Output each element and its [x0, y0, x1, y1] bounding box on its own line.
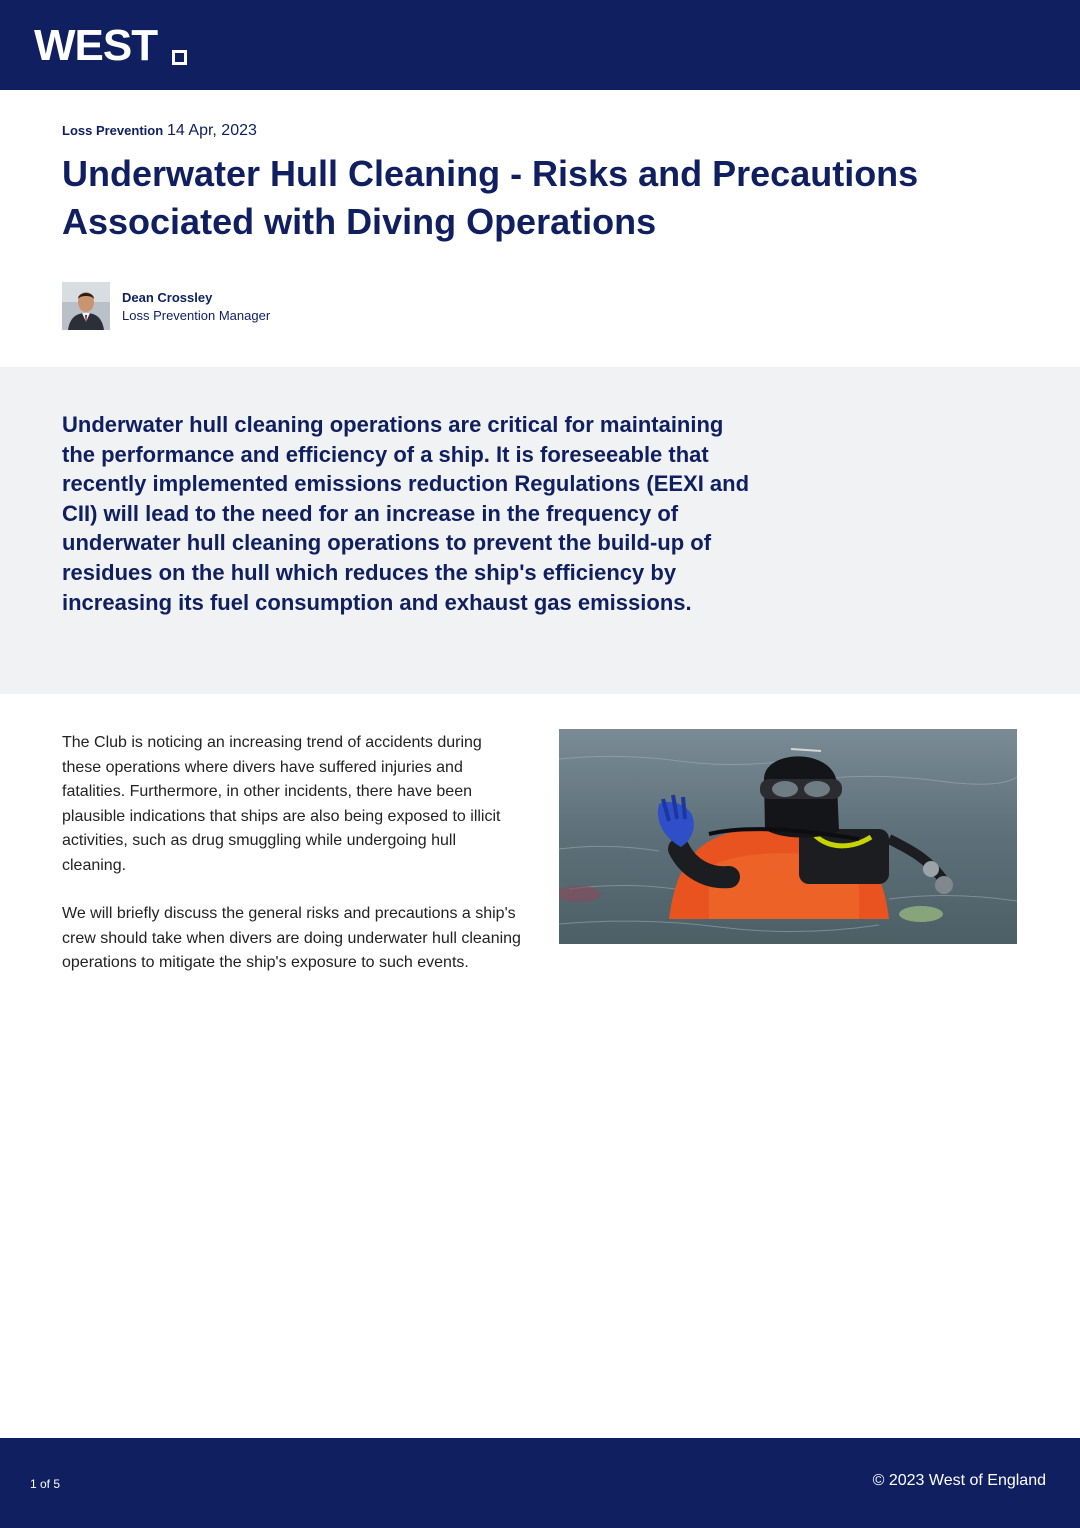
- publish-date: 14 Apr, 2023: [167, 122, 257, 139]
- author-name: Dean Crossley: [122, 290, 213, 305]
- article-meta: [62, 122, 257, 140]
- article-title: Underwater Hull Cleaning - Risks and Precautions Associated with Diving Operations: [62, 153, 919, 242]
- body-paragraph: The Club is noticing an increasing trend of accidents during these operations where divers have suffered injuries and fatalities. Furthermore, in other incidents, there have been plausible indications that ships are also being exposed to illicit activities, such as drug smuggling while undergoing hull cleaning.: [62, 734, 501, 874]
- page-header: [0, 0, 1080, 90]
- lead-paragraph: Underwater hull cleaning operations are critical for maintaining the performance and efficiency of a ship. It is foreseeable that recently implemented emissions reduction Regulations (EEXI and CII) will lead to the need for an increase in the frequency of underwater hull cleaning operations to prevent the build-up of residues on the hull which reduces the ship's efficiency by increasing its fuel consumption and exhaust gas emissions.: [62, 412, 750, 615]
- author-avatar: [62, 282, 110, 330]
- west-logo[interactable]: WEST: [34, 21, 158, 70]
- category-tag[interactable]: Loss Prevention: [62, 123, 164, 138]
- body-text: [62, 731, 522, 1000]
- body-paragraph: We will briefly discuss the general risks and precautions a ship's crew should take when divers are doing underwater hull cleaning operations to mitigate the ship's exposure to such events.: [62, 905, 521, 971]
- logo-square-mark: [172, 50, 187, 65]
- page-number: 1 of 5: [30, 1477, 61, 1491]
- author-role: Loss Prevention Manager: [122, 308, 271, 323]
- copyright-notice: © 2023 West of England: [872, 1472, 1046, 1489]
- diver-photo: [559, 729, 1017, 944]
